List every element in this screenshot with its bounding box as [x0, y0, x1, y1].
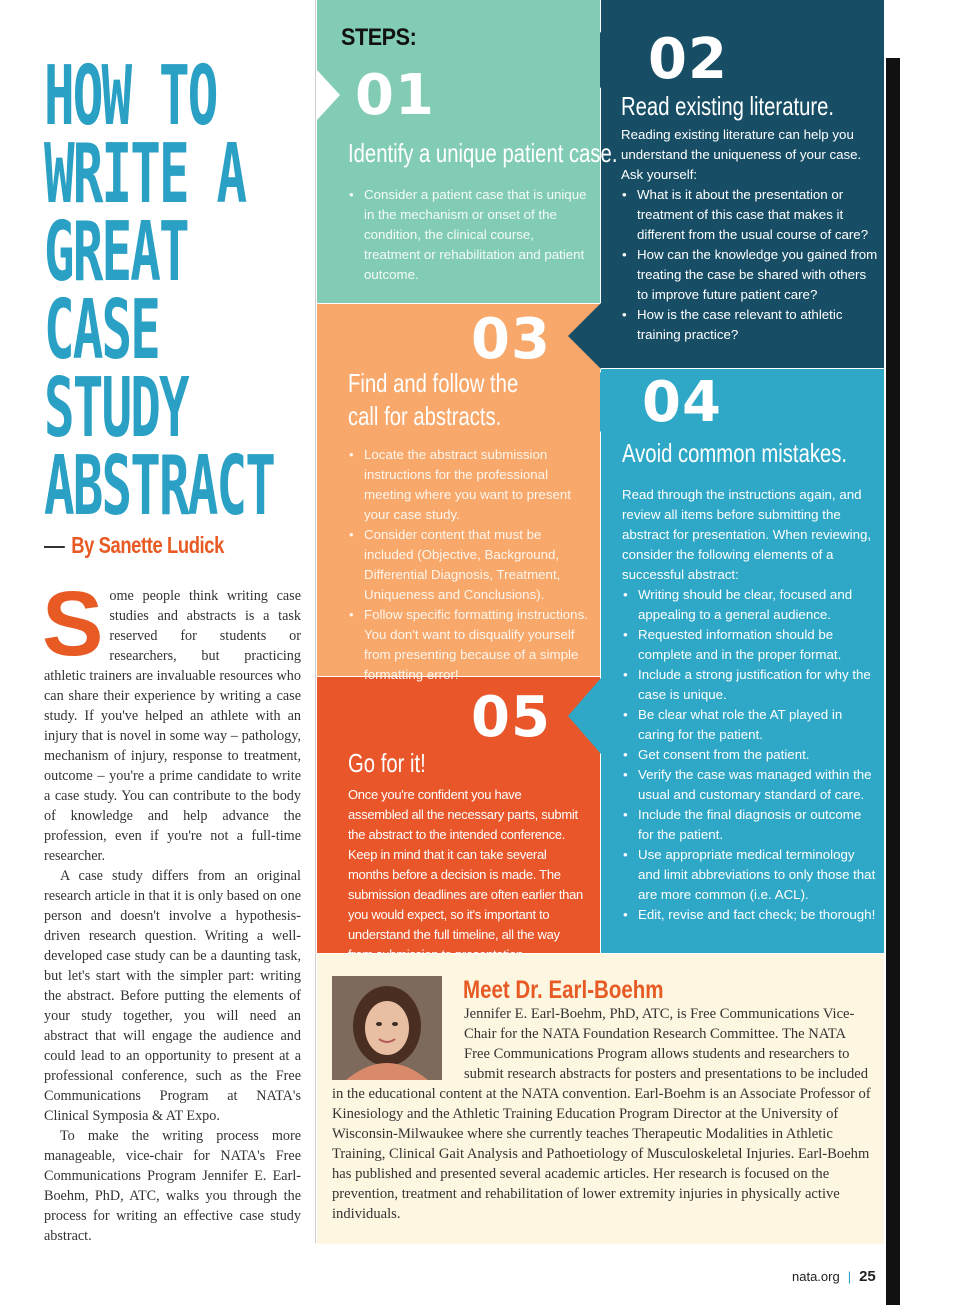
article-paragraph: To make the writing process more manageable, vice-chair for NATA's Free Communications Program Jennifer E. Earl-Boehm, PhD, ATC, walks you through the process for writing an effective case study abstract. — [44, 1128, 301, 1244]
step-text-4 — [622, 485, 880, 925]
step-intro: Read through the instructions again, and review all items before submitting the abstract for presentation. When reviewing, consider the following elements of a successful abstract: — [622, 487, 872, 582]
page-number: 25 — [859, 1268, 876, 1285]
title-line: ABSTRACT — [44, 439, 274, 534]
arrow-step-4 — [600, 372, 636, 432]
step-number-2: 02 — [648, 27, 728, 92]
step-bullet: • Follow specific formatting instructions. You don't want to disqualify yourself from presenting because of a simple formatting error! — [348, 605, 588, 685]
steps-label: STEPS: — [341, 24, 417, 51]
step-number-5: 05 — [471, 685, 551, 750]
article-paragraph — [42, 573, 301, 866]
footer-site[interactable]: nata.org — [792, 1269, 840, 1284]
article-body — [42, 573, 301, 1246]
title-line: GREAT — [44, 205, 188, 300]
arrow-step-5 — [568, 678, 601, 754]
step-heading-2: Read existing literature. — [621, 91, 835, 121]
article-title — [44, 49, 274, 534]
step-bullet: • Consider content that must be included (Objective, Background, Differential Diagnosis, Treatment, Uniqueness and Conclusions). — [348, 525, 588, 605]
step-heading-line: Find and follow the — [348, 368, 519, 398]
meet-heading: Meet Dr. Earl-Boehm — [463, 976, 664, 1004]
panel-arrows-left — [300, 0, 340, 953]
step-bullet: • Writing should be clear, focused and appealing to a general audience. — [622, 585, 880, 625]
title-line: HOW TO — [44, 49, 217, 144]
byline — [44, 532, 224, 559]
meet-text — [332, 1004, 872, 1224]
arrow-notch-1 — [317, 70, 340, 120]
drop-cap: S — [42, 573, 104, 675]
arrow-step-2 — [600, 32, 636, 88]
step-bullet: • Edit, revise and fact check; be thorough! — [622, 905, 880, 925]
byline-dash — [44, 546, 65, 548]
step-bullet: • Requested information should be complete and in the proper format. — [622, 625, 880, 665]
step-heading-4: Avoid common mistakes. — [622, 438, 848, 468]
step-number-3: 03 — [471, 307, 551, 372]
step-bullet: • Verify the case was managed within the usual and customary standard of care. — [622, 765, 880, 805]
step-heading-3 — [348, 367, 518, 433]
step-bullet: • Be clear what role the AT played in caring for the patient. — [622, 705, 880, 745]
arrow-step-3 — [568, 303, 601, 369]
step-bullet: • Get consent from the patient. — [622, 745, 880, 765]
step-bullet: • Locate the abstract submission instructions for the professional meeting where you want to present your case study. — [348, 445, 588, 525]
title-line: WRITE A — [44, 127, 246, 222]
meet-paragraph: Jennifer E. Earl-Boehm, PhD, ATC, is Free Communications Vice-Chair for the NATA Foundation Research Committee. The NATA Free Communications Program allows students and researchers to submit research abstracts for posters and presentations to be included in the educational content at the NATA convention. Earl-Boehm is an Associate Professor of Kinesiology and the Athletic Training Education Program Director at the University of Wisconsin-Milwaukee where she currently teaches Therapeutic Modalities in Athletic Training, Clinical Gait Analysis and Pathoetiology of Musculoskeletal Injuries. Earl-Boehm has published and presented several academic articles. Her research is focused on the prevention, treatment and rehabilitation of lower extremity injuries in physically active individuals. — [332, 1006, 871, 1222]
step-text-3 — [348, 445, 588, 685]
paragraph-text: ome people think writing case studies and abstracts is a task reserved for students or researchers, but practicing athletic trainers are invaluable resources who can share their experience by writing a case study. If you've helped an athlete with an injury that is novel in some way – pathology, mechanism of injury, response to treatment, outcome – you're a prime candidate to write a case study. You can contribute to the body of knowledge and help advance the profession, even if you're not a full-time researcher. — [44, 588, 301, 864]
step-bullet: • How can the knowledge you gained from treating the case be shared with others to improve future patient care? — [621, 245, 879, 305]
step-text-2 — [621, 125, 879, 345]
step-bullet: • Use appropriate medical terminology and limit abbreviations to only those that are more common (i.e. ACL). — [622, 845, 880, 905]
step-intro: Reading existing literature can help you understand the uniqueness of your case. Ask yourself: — [621, 127, 862, 182]
photo-spacer — [332, 1004, 464, 1084]
step-bullet: • How is the case relevant to athletic training practice? — [621, 305, 879, 345]
step-bullet: • Include a strong justification for why the case is unique. — [622, 665, 880, 705]
step-heading-1: Identify a unique patient case. — [348, 138, 618, 168]
step-heading-line: call for abstracts. — [348, 401, 502, 431]
page-footer — [792, 1268, 876, 1285]
step-bullet: • Include the final diagnosis or outcome for the patient. — [622, 805, 880, 845]
step-heading-5: Go for it! — [348, 748, 426, 778]
article-paragraph: A case study differs from an original research article in that it is only based on one person and doesn't involve a hypothesis-driven research question. Writing a well-developed case study can be a daunting task, but let's start with the simpler part: writing the abstract. Before putting the elements of your study together, you will need an abstract that will engage the audience and could lead to an opportunity to present at a professional conference, such as the Free Communications Program at NATA's Clinical Symposia & AT Expo. — [44, 868, 301, 1124]
step-text-1 — [348, 185, 588, 285]
step-number-4: 04 — [642, 370, 722, 435]
page-edge-bar — [886, 58, 900, 1305]
step-bullet: • What is it about the presentation or treatment of this case that makes it different from the usual course of care? — [621, 185, 879, 245]
title-line: CASE — [44, 283, 160, 378]
footer-separator: | — [847, 1269, 852, 1284]
step-bullet: • Consider a patient case that is unique in the mechanism or onset of the condition, the clinical course, treatment or rehabilitation and patient outcome. — [348, 185, 588, 285]
step-number-1: 01 — [355, 63, 435, 128]
step-text-5: Once you're confident you have assembled all the necessary parts, submit the abstract to the intended conference. Keep in mind that it can take several months before a decision is made. The submission deadlines are often earlier than you would expect, so it's important to understand the full timeline, all the way — [348, 787, 583, 942]
title-line: STUDY — [44, 361, 188, 456]
byline-text: By Sanette Ludick — [71, 532, 224, 558]
